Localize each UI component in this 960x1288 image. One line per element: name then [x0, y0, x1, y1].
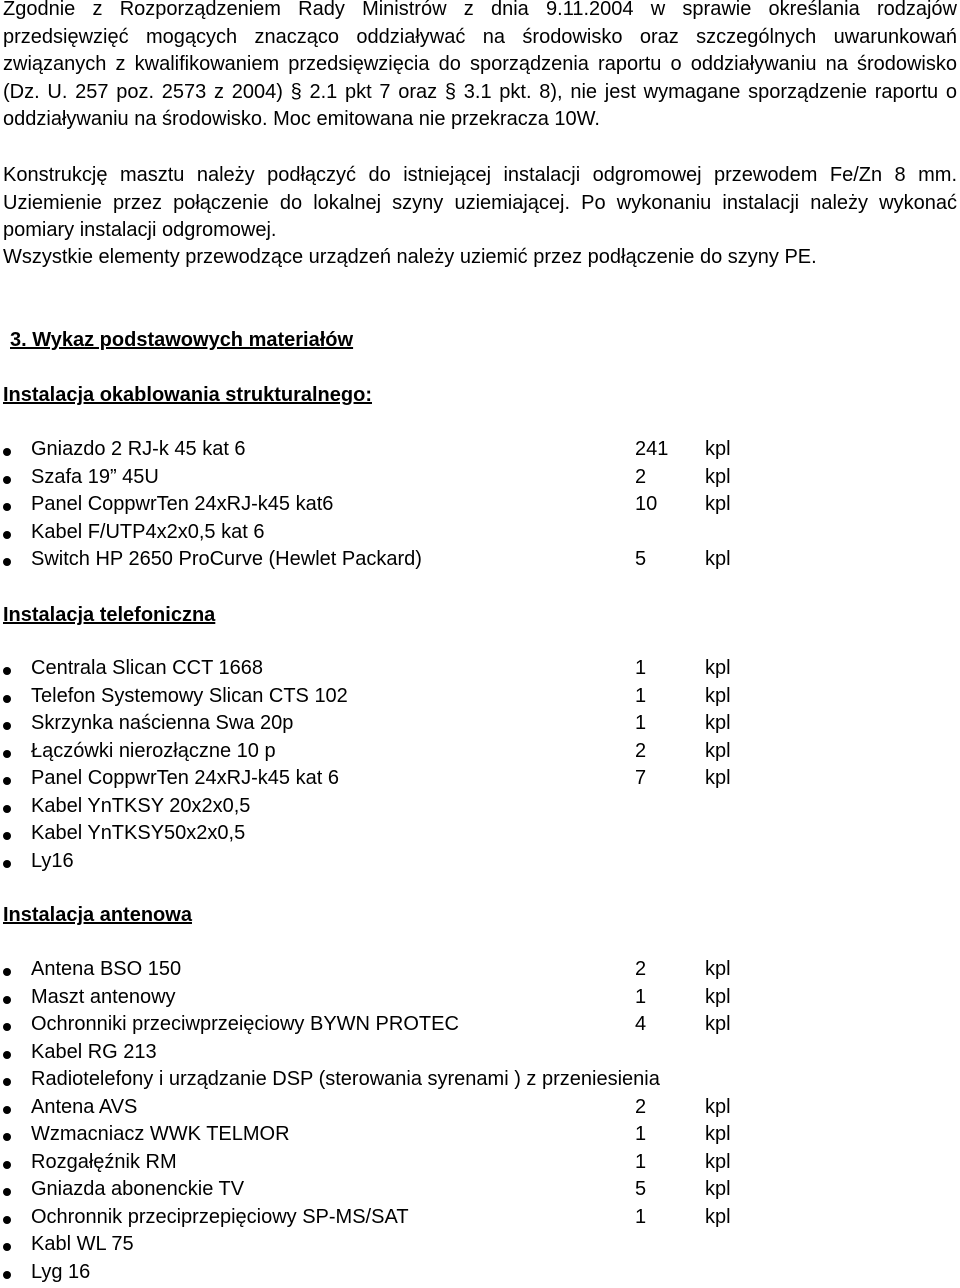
- item-name: Ly16: [31, 849, 74, 872]
- item-quantity: 5: [635, 548, 647, 570]
- item-unit: kpl: [705, 712, 731, 734]
- item-unit: kpl: [705, 465, 731, 488]
- list-item: [0, 820, 960, 848]
- bullet-icon: [3, 1161, 11, 1169]
- item-unit: kpl: [705, 493, 731, 515]
- item-quantity: 241: [635, 438, 669, 460]
- bullet-icon: [3, 832, 11, 840]
- bullet-icon: [3, 1078, 11, 1086]
- bullet-icon: [3, 476, 11, 484]
- bullet-icon: [3, 558, 11, 566]
- bullet-icon: [3, 1271, 11, 1279]
- bullet-icon: [3, 805, 11, 813]
- item-quantity: 2: [635, 465, 647, 488]
- item-quantity: 1: [635, 1150, 647, 1173]
- item-name: Rozgałęźnik RM: [31, 1150, 177, 1173]
- item-name: Kabel RG 213: [31, 1040, 157, 1063]
- bullet-icon: [3, 1243, 11, 1251]
- list-item: [0, 519, 960, 547]
- item-quantity: 4: [635, 1013, 647, 1035]
- item-name: Kabel YnTKSY 20x2x0,5: [31, 794, 251, 817]
- group-title-telephone: Instalacja telefoniczna: [3, 604, 216, 626]
- item-name: Telefon Systemowy Slican CTS 102: [31, 684, 348, 707]
- item-name: Panel CoppwrTen 24xRJ-k45 kat6: [31, 493, 334, 515]
- item-unit: kpl: [705, 657, 731, 679]
- item-quantity: 10: [635, 493, 658, 515]
- list-item: [0, 1149, 960, 1177]
- item-quantity: 2: [635, 1095, 647, 1118]
- list-item: [0, 765, 960, 793]
- item-unit: kpl: [705, 438, 731, 460]
- paragraph-pe-bonding: Wszystkie elementy przewodzące urządzeń należy uziemić przez podłączenie do szyny PE.: [3, 246, 817, 268]
- item-quantity: 7: [635, 767, 647, 789]
- item-name: Gniazda abonenckie TV: [31, 1178, 245, 1200]
- list-item: [0, 683, 960, 711]
- list-item: [0, 546, 960, 574]
- list-item: [0, 436, 960, 464]
- bullet-icon: [3, 968, 11, 976]
- bullet-icon: [3, 1023, 11, 1031]
- bullet-icon: [3, 750, 11, 758]
- list-item: [0, 1039, 960, 1067]
- material-list-antenna: [0, 956, 960, 1286]
- list-item: [0, 1231, 960, 1259]
- item-quantity: 1: [635, 985, 647, 1008]
- item-unit: kpl: [705, 1150, 731, 1173]
- item-quantity: 1: [635, 1205, 647, 1228]
- item-name: Panel CoppwrTen 24xRJ-k45 kat 6: [31, 767, 339, 789]
- list-item: [0, 491, 960, 519]
- bullet-icon: [3, 777, 11, 785]
- list-item: [0, 1094, 960, 1122]
- material-list-structured-cabling: [0, 436, 960, 574]
- item-name: Kabel F/UTP4x2x0,5 kat 6: [31, 520, 265, 543]
- item-name: Kabel YnTKSY50x2x0,5: [31, 822, 246, 844]
- list-item: [0, 956, 960, 984]
- bullet-icon: [3, 531, 11, 539]
- list-item: [0, 1121, 960, 1149]
- bullet-icon: [3, 1051, 11, 1059]
- list-item: [0, 984, 960, 1012]
- list-item: [0, 1066, 960, 1094]
- list-item: [0, 1011, 960, 1039]
- list-item: [0, 1176, 960, 1204]
- item-unit: kpl: [705, 1205, 731, 1228]
- paragraph-regulation: Zgodnie z Rozporządzeniem Rady Ministrów z dnia 9.11.2004 w sprawie określania rodzajów przedsięwzięć mogących znacząco oddziaływać na środowisko oraz szczególnych uwarunkowań związanych z kwalifikowaniem przedsięwzięcia do sporządzenia raportu o oddziaływaniu na środowisko (Dz. U. 257 poz. 2573 z 2004) § 2.1 pkt 7 oraz § 3.1 pkt. 8), nie jest wymagane sporządzenie raportu o oddziaływaniu na środowisko. Moc emitowana nie przekracza 10W.: [3, 0, 957, 130]
- item-unit: kpl: [705, 958, 731, 980]
- section-heading: 3. Wykaz podstawowych materiałów: [10, 329, 354, 351]
- bullet-icon: [3, 503, 11, 511]
- bullet-icon: [3, 722, 11, 730]
- list-item: [0, 655, 960, 683]
- bullet-icon: [3, 1106, 11, 1114]
- item-quantity: 1: [635, 684, 647, 707]
- list-item: [0, 464, 960, 492]
- bullet-icon: [3, 667, 11, 675]
- bullet-icon: [3, 860, 11, 868]
- item-name: Kabl WL 75: [31, 1233, 134, 1255]
- list-item: [0, 793, 960, 821]
- item-unit: kpl: [705, 548, 731, 570]
- item-unit: kpl: [705, 985, 731, 1008]
- item-quantity: 2: [635, 958, 647, 980]
- item-unit: kpl: [705, 1178, 731, 1200]
- item-quantity: 5: [635, 1178, 647, 1200]
- item-name: Antena AVS: [31, 1095, 138, 1118]
- item-name: Wzmacniacz WWK TELMOR: [31, 1123, 290, 1145]
- item-unit: kpl: [705, 1123, 731, 1145]
- list-item: [0, 1259, 960, 1287]
- item-name: Switch HP 2650 ProCurve (Hewlet Packard): [31, 548, 422, 570]
- item-name: Szafa 19” 45U: [31, 465, 159, 488]
- bullet-icon: [3, 1216, 11, 1224]
- item-quantity: 2: [635, 739, 647, 762]
- item-name: Antena BSO 150: [31, 958, 182, 980]
- bullet-icon: [3, 1133, 11, 1141]
- item-name: Gniazdo 2 RJ-k 45 kat 6: [31, 438, 246, 460]
- item-name: Ochronniki przeciwprzeięciowy BYWN PROTEC: [31, 1013, 459, 1035]
- bullet-icon: [3, 996, 11, 1004]
- group-title-antenna: Instalacja antenowa: [3, 904, 192, 926]
- item-unit: kpl: [705, 684, 731, 707]
- item-unit: kpl: [705, 1095, 731, 1118]
- list-item: [0, 848, 960, 876]
- item-name: Skrzynka naścienna Swa 20p: [31, 712, 294, 734]
- group-title-structured-cabling: Instalacja okablowania strukturalnego:: [3, 384, 372, 406]
- item-name: Ochronnik przeciprzepięciowy SP-MS/SAT: [31, 1205, 409, 1228]
- bullet-icon: [3, 1188, 11, 1196]
- list-item: [0, 710, 960, 738]
- item-name: Radiotelefony i urządzanie DSP (sterowania syrenami ) z przeniesienia: [31, 1068, 660, 1090]
- item-name: Maszt antenowy: [31, 985, 176, 1008]
- material-list-telephone: [0, 655, 960, 875]
- item-quantity: 1: [635, 1123, 647, 1145]
- item-quantity: 1: [635, 712, 647, 734]
- list-item: [0, 738, 960, 766]
- paragraph-grounding: Konstrukcję masztu należy podłączyć do istniejącej instalacji odgromowej przewodem Fe/Zn 8 mm. Uziemienie przez połączenie do lokalnej szyny uziemiającej. Po wykonaniu instalacji należy wykonać pomiary instalacji odgromowej.: [3, 164, 957, 241]
- item-name: Łączówki nierozłączne 10 p: [31, 739, 276, 762]
- bullet-icon: [3, 695, 11, 703]
- item-unit: kpl: [705, 767, 731, 789]
- item-name: Centrala Slican CCT 1668: [31, 657, 263, 679]
- item-quantity: 1: [635, 657, 647, 679]
- bullet-icon: [3, 448, 11, 456]
- list-item: [0, 1204, 960, 1232]
- item-unit: kpl: [705, 1013, 731, 1035]
- item-name: Lyg 16: [31, 1260, 91, 1283]
- item-unit: kpl: [705, 739, 731, 762]
